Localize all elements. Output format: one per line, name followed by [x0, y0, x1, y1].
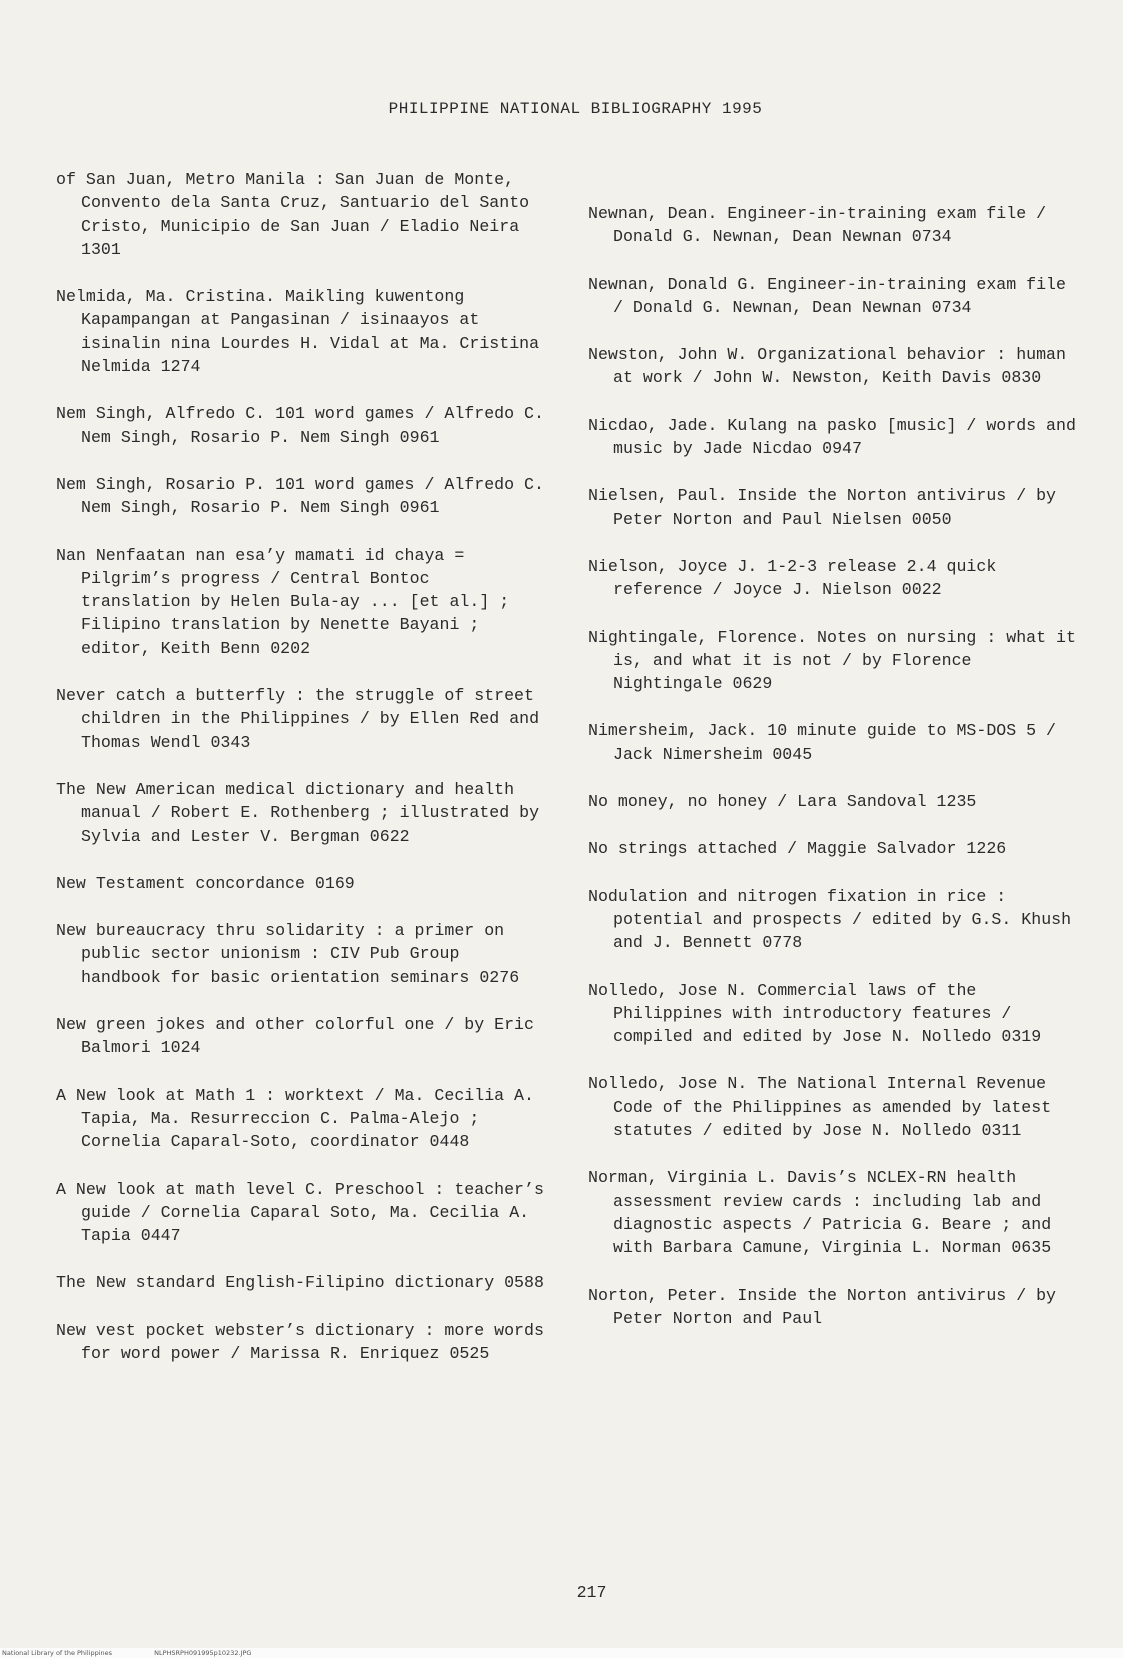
- bibliography-entry: Nielsen, Paul. Inside the Norton antivirus / by Peter Norton and Paul Nielsen 0050: [588, 486, 1057, 529]
- bibliography-entry: Newston, John W. Organizational behavior : human at work / John W. Newston, Keith Davis 0830: [588, 345, 1066, 388]
- bibliography-entry: The New American medical dictionary and health manual / Robert E. Rothenberg ; illustrated by Sylvia and Lester V. Bergman 0622: [56, 779, 540, 846]
- library-credit: National Library of the Philippines: [2, 1649, 113, 1657]
- bibliography-entry: No strings attached / Maggie Salvador 1226: [588, 839, 1007, 859]
- right-column: [588, 202, 1078, 1354]
- bibliography-entry: Nielson, Joyce J. 1-2-3 release 2.4 quick reference / Joyce J. Nielson 0022: [588, 556, 997, 600]
- bibliography-entry: Nolledo, Jose N. Commercial laws of the Philippines with introductory features / compiled and edited by Jose N. Nolledo 0319: [588, 980, 1042, 1047]
- bibliography-entry: New green jokes and other colorful one / by Eric Balmori 1024: [56, 1015, 534, 1058]
- bibliography-entry: Never catch a butterfly : the struggle of street children in the Philippines / by Ellen Red and Thomas Wendl 0343: [56, 686, 540, 752]
- bibliography-entry: Nolledo, Jose N. The National Internal Revenue Code of the Philippines as amended by latest statutes / edited by Jose N. Nolledo 0311: [588, 1074, 1052, 1141]
- bibliography-entry: New vest pocket webster’s dictionary : more words for word power / Marissa R. Enriquez 0525: [56, 1320, 544, 1363]
- bibliography-entry: A New look at math level C. Preschool : teacher’s guide / Cornelia Caparal Soto, Ma. Cecilia A. Tapia 0447: [56, 1179, 544, 1246]
- page-title: PHILIPPINE NATIONAL BIBLIOGRAPHY 1995: [388, 100, 763, 118]
- bibliography-entry: Norton, Peter. Inside the Norton antivirus / by Peter Norton and Paul: [588, 1285, 1057, 1328]
- bibliography-entry: Nem Singh, Rosario P. 101 word games / Alfredo C. Nem Singh, Rosario P. Nem Singh 0961: [56, 474, 544, 518]
- bibliography-entry: Norman, Virginia L. Davis’s NCLEX-RN health assessment review cards : including lab and diagnostic aspects / Patricia G. Beare ; and with Barbara Camune, Virginia L. Norman 0635: [588, 1168, 1052, 1258]
- bibliography-entry: New bureaucracy thru solidarity : a primer on public sector unionism : CIV Pub Group handbook for basic orientation seminars 0276: [56, 921, 520, 987]
- bibliography-entry: New Testament concordance 0169: [56, 873, 355, 893]
- bibliography-entry: The New standard English-Filipino dictionary 0588: [56, 1273, 544, 1293]
- bibliography-entry: Newnan, Donald G. Engineer-in-training exam file / Donald G. Newnan, Dean Newnan 0734: [588, 274, 1066, 317]
- bibliography-entry: Nimersheim, Jack. 10 minute guide to MS-DOS 5 / Jack Nimersheim 0045: [588, 721, 1057, 764]
- bibliography-entry: Newnan, Dean. Engineer-in-training exam file / Donald G. Newnan, Dean Newnan 0734: [588, 204, 1047, 247]
- bibliography-entry: Nodulation and nitrogen fixation in rice : potential and prospects / edited by G.S. Khush and J. Bennett 0778: [588, 886, 1072, 953]
- file-id: NLPHSRPH091995p10232.JPG: [154, 1649, 252, 1657]
- bibliography-entry: Nan Nenfaatan nan esa’y mamati id chaya = Pilgrim’s progress / Central Bontoc translation by Helen Bula-ay ... [et al.] ; Filipino translation by Nenette Bayani ; editor, Keith Benn 0202: [56, 545, 510, 658]
- bibliography-entry: Nicdao, Jade. Kulang na pasko [music] / words and music by Jade Nicdao 0947: [588, 415, 1076, 459]
- bibliography-entry: Nightingale, Florence. Notes on nursing : what it is, and what it is not / by Florence Nightingale 0629: [588, 627, 1076, 694]
- scan-footer: [0, 1648, 1123, 1658]
- bibliography-entry: A New look at Math 1 : worktext / Ma. Cecilia A. Tapia, Ma. Resurreccion C. Palma-Alejo ; Cornelia Caparal-Soto, coordinator 0448: [56, 1085, 534, 1152]
- left-column: [56, 168, 546, 1389]
- bibliography-entry: No money, no honey / Lara Sandoval 1235: [588, 792, 977, 812]
- bibliography-entry: Nelmida, Ma. Cristina. Maikling kuwentong Kapampangan at Pangasinan / isinaayos at isinalin nina Lourdes H. Vidal at Ma. Cristina Nelmida 1274: [56, 287, 540, 377]
- page-number: 217: [576, 1583, 607, 1602]
- bibliography-entry: of San Juan, Metro Manila : San Juan de Monte, Convento dela Santa Cruz, Santuario del Santo Cristo, Municipio de San Juan / Eladio Neira 1301: [56, 170, 530, 259]
- bibliography-entry: Nem Singh, Alfredo C. 101 word games / Alfredo C. Nem Singh, Rosario P. Nem Singh 0961: [56, 404, 544, 447]
